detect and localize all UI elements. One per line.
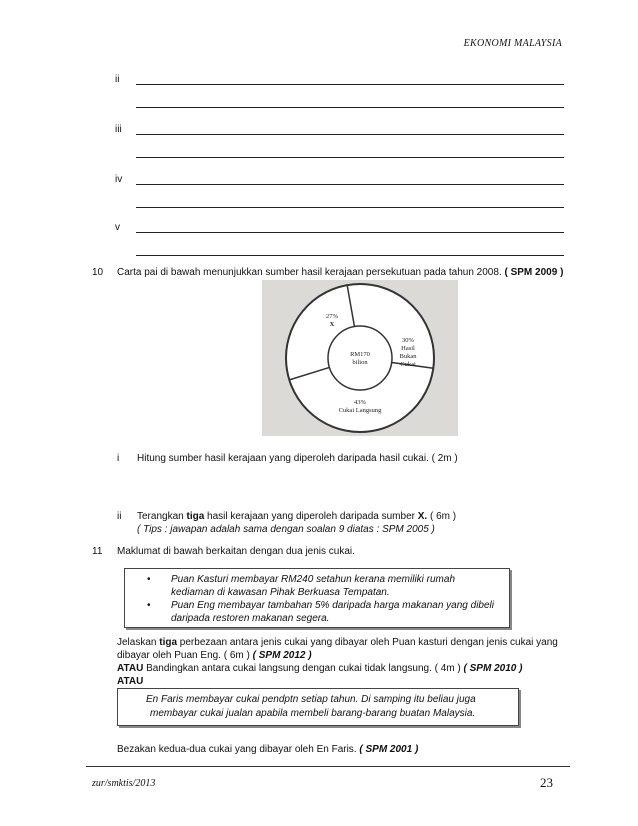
answer-line: [136, 207, 564, 208]
pie-slice-label: Cukai Langsung: [338, 407, 382, 414]
distinguish-ref: ( SPM 2001 ): [359, 744, 419, 755]
atau-label: ATAU: [117, 663, 144, 674]
sub-label: i: [117, 453, 120, 464]
page-header: EKONOMI MALAYSIA: [463, 38, 562, 49]
box-text: membayar cukai jualan apabila membeli barang-barang buatan Malaysia.: [150, 708, 476, 719]
compare-text: Bandingkan antara cukai langsung dengan cukai tidak langsung. ( 4m ): [143, 663, 461, 674]
question-11-explain: [117, 636, 587, 662]
footer-left: zur/smktis/2013: [92, 778, 156, 789]
sub-text: hasil kerajaan yang diperoleh daripada sumber: [204, 511, 418, 522]
answer-label: ii: [115, 74, 120, 85]
sub-label: ii: [117, 511, 122, 522]
pie-slice-label: 30%: [402, 337, 414, 344]
answer-line: [136, 232, 564, 233]
answer-label: iv: [115, 174, 123, 185]
pie-center-label: RM170: [350, 351, 370, 358]
atau-label: ATAU: [117, 676, 144, 687]
sub-text: Terangkan: [137, 511, 187, 522]
answer-label: v: [115, 222, 120, 233]
answer-label: iii: [115, 124, 122, 135]
pie-slice-label: 27%: [326, 313, 338, 320]
pie-inner-circle: [328, 326, 392, 390]
question-11-distinguish: [117, 743, 418, 756]
distinguish-text: Bezakan kedua-dua cukai yang dibayar oleh En Faris.: [117, 744, 357, 755]
question-11-compare: [117, 662, 587, 675]
sub-text: Hitung sumber hasil kerajaan yang diperoleh daripada hasil cukai. ( 2m ): [137, 453, 458, 464]
footer-divider: [86, 766, 570, 767]
answer-row-v: [0, 222, 638, 238]
bullet-icon: •: [147, 600, 151, 611]
explain-text: Jelaskan: [117, 637, 160, 648]
question-ref: ( SPM 2009 ): [504, 267, 564, 278]
pie-slice-label: Cukai: [400, 361, 416, 368]
answer-line: [136, 107, 564, 108]
page-number: 23: [540, 775, 553, 790]
question-text: Carta pai di bawah menunjukkan sumber hasil kerajaan persekutuan pada tahun 2008.: [117, 267, 502, 278]
answer-row-ii: [0, 74, 638, 90]
pie-center-label: bilion: [352, 359, 368, 366]
info-box-2: [117, 688, 519, 726]
explain-text: perbezaan antara jenis cukai yang dibayar oleh Puan kasturi dengan jenis cukai yang dibayar oleh Puan Eng. ( 6m ): [117, 637, 558, 661]
question-number: 10: [92, 267, 104, 278]
bullet-text: Puan Kasturi membayar RM240 setahun kerana memiliki rumah kediaman di kawasan Pihak Berkuasa Tempatan.: [171, 574, 456, 598]
sub-text: ( 6m ): [427, 511, 457, 522]
bullet-icon: •: [147, 574, 151, 585]
box-text: En Faris membayar cukai pendptn setiap tahun. Di samping itu beliau juga: [146, 694, 476, 705]
tips-text: ( Tips : jawapan adalah sama dengan soalan 9 diatas : SPM 2005 ): [137, 524, 435, 535]
pie-slice-label: Hasil: [401, 345, 415, 352]
answer-line: [136, 184, 564, 185]
sub-text-bold: tiga: [186, 511, 205, 522]
pie-slice-label: X: [329, 321, 335, 328]
explain-bold: tiga: [159, 637, 178, 648]
atau-label-2: [117, 675, 143, 688]
answer-line: [136, 255, 564, 256]
pie-slice-label: Bukan: [399, 353, 417, 360]
pie-chart: [262, 280, 458, 436]
answer-row-iv: [0, 174, 638, 190]
explain-ref: ( SPM 2012 ): [252, 650, 312, 661]
answer-row-iii: [0, 124, 638, 140]
info-box-1: [124, 568, 510, 628]
answer-line: [136, 84, 564, 85]
question-text: Maklumat di bawah berkaitan dengan dua jenis cukai.: [117, 546, 355, 557]
sub-text-bold: X.: [417, 511, 428, 522]
question-number: 11: [92, 546, 103, 557]
pie-chart-image: [262, 280, 458, 436]
answer-line: [136, 134, 564, 135]
pie-slice-label: 43%: [354, 399, 366, 406]
bullet-text: Puan Eng membayar tambahan 5% daripada harga makanan yang dibeli daripada restoren makanan segera.: [171, 600, 494, 624]
answer-line: [136, 157, 564, 158]
compare-ref: ( SPM 2010 ): [463, 663, 523, 674]
